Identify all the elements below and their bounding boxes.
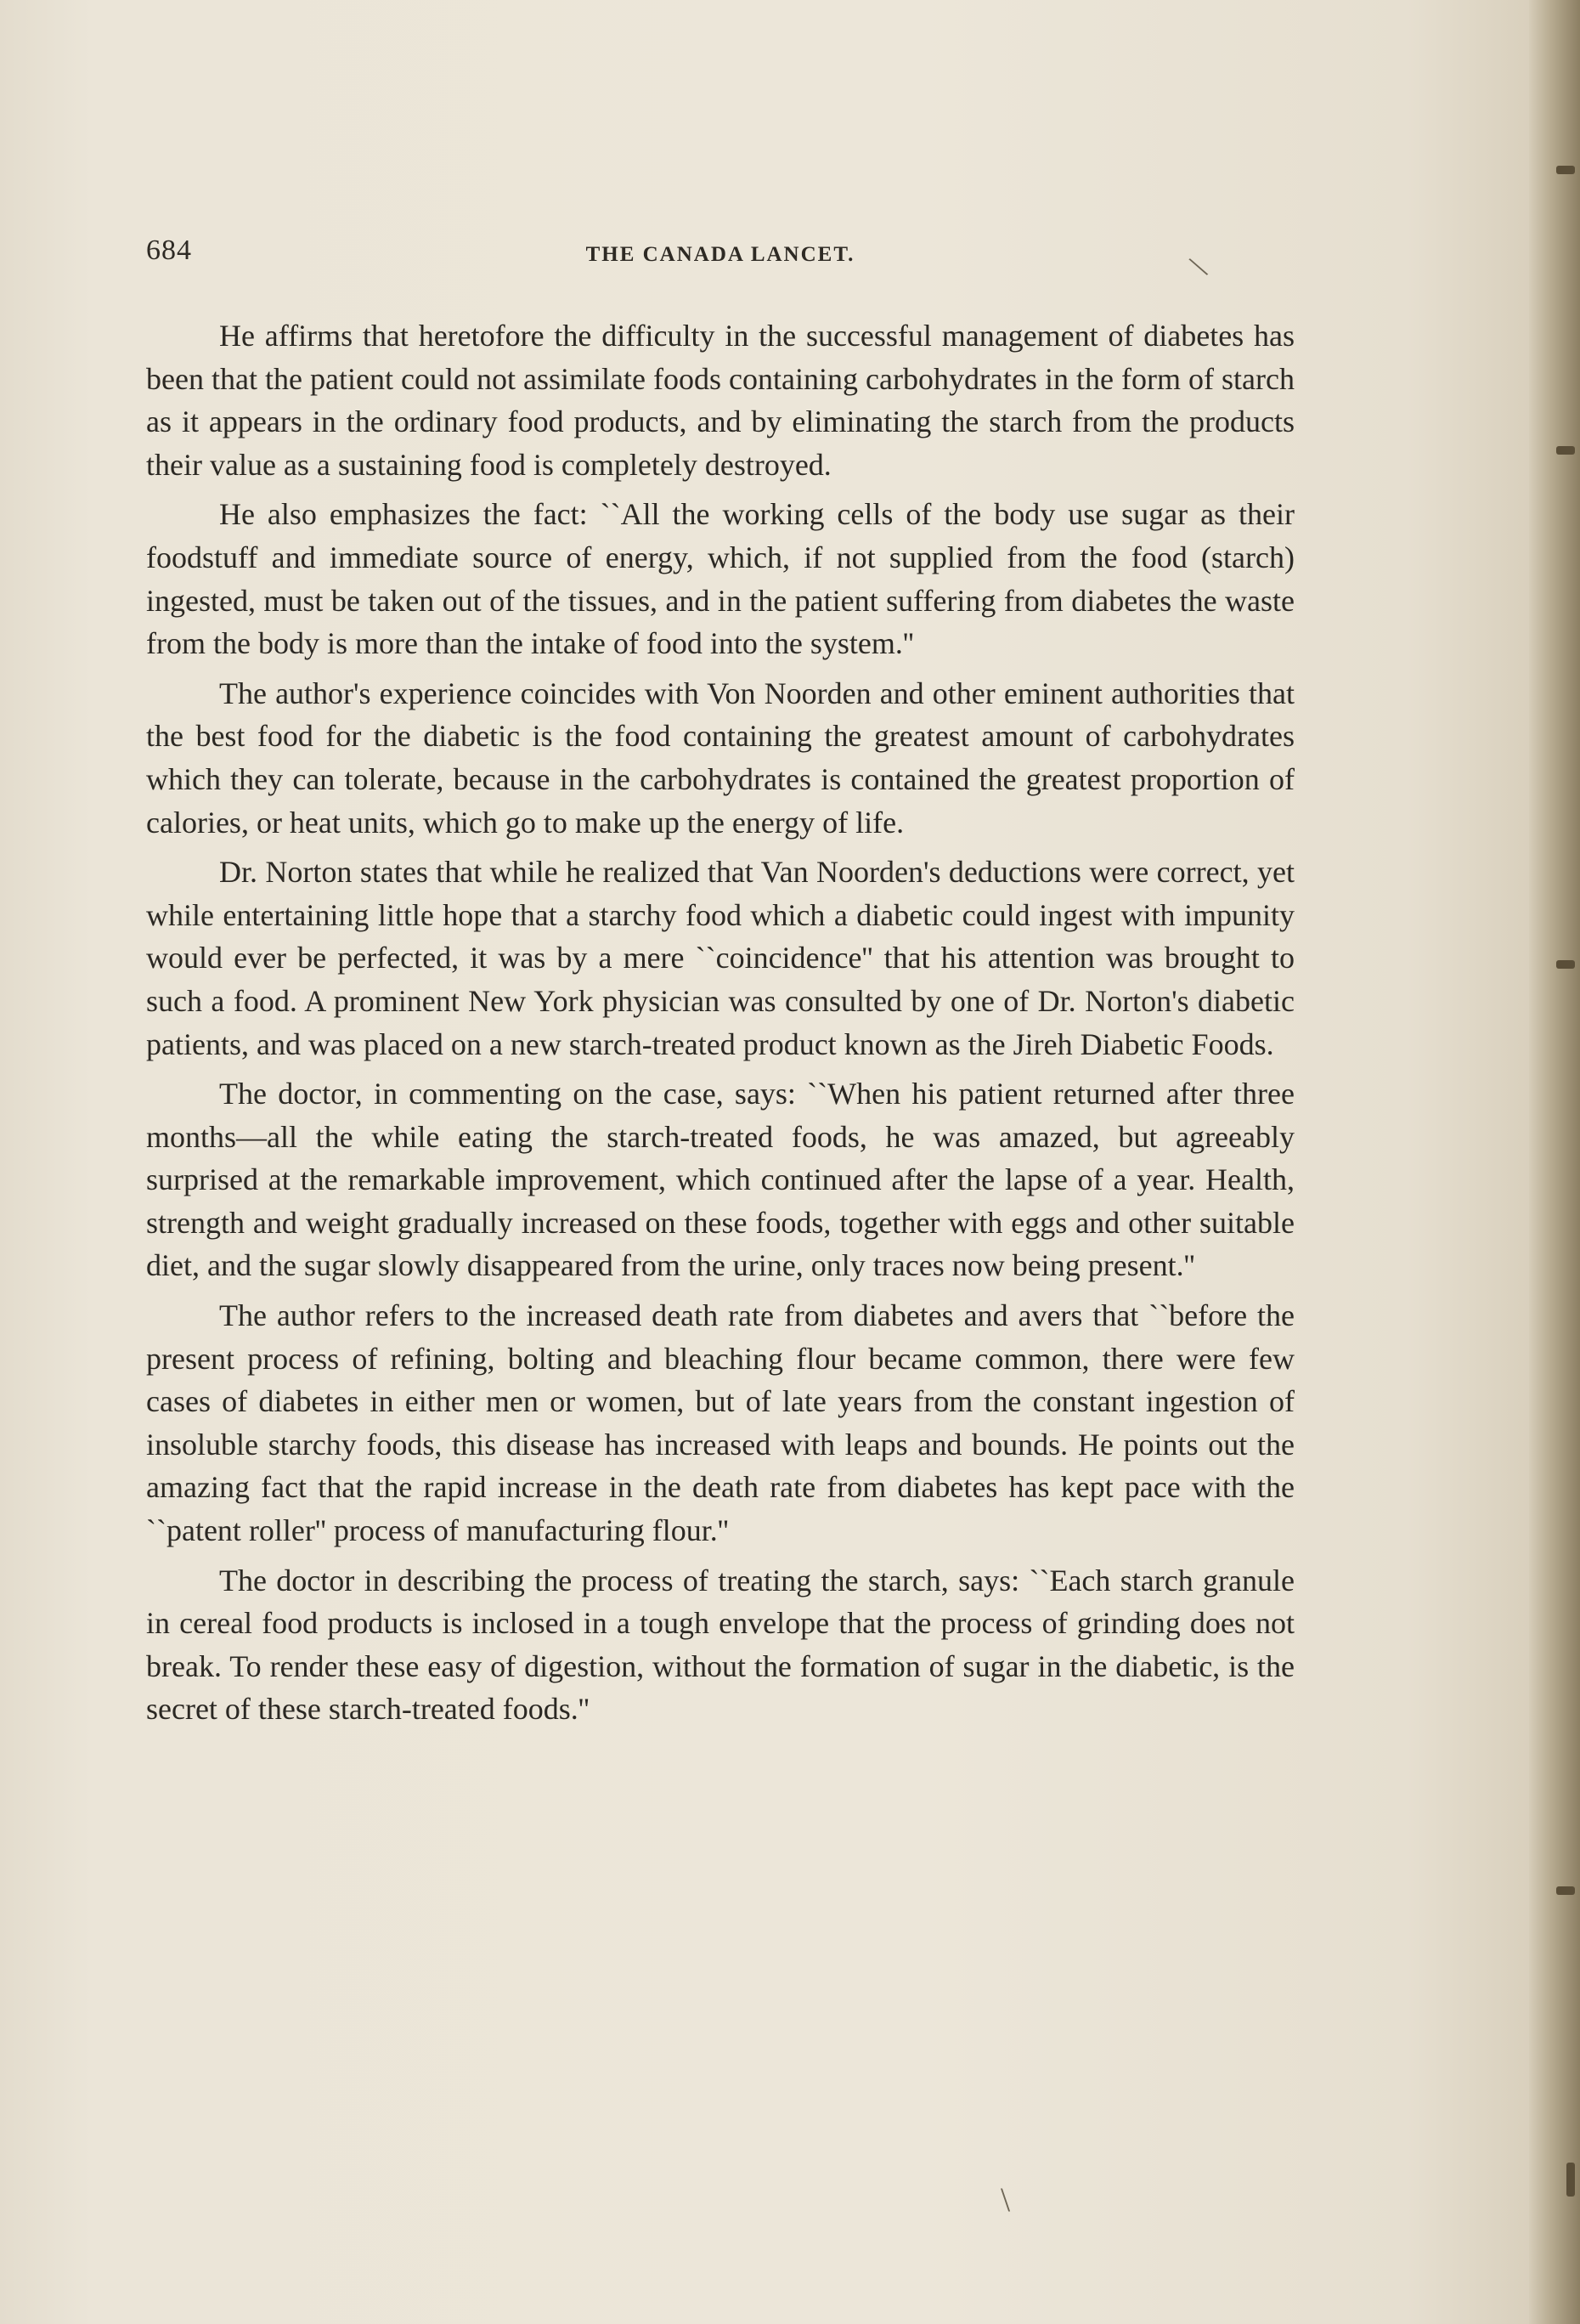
paragraph-5: The doctor, in commenting on the case, says: ``When his patient returned after three months—all the while eating the starch-treated foods, he was amazed, but agreeably surprised at the remarkable improvement, which continued after the lapse of a year. Health, strength and weight gradually increased on these foods, together with eggs and other suitable diet, and the sugar slowly disappeared from the urine, only traces now being present.'' bbox=[146, 1077, 1295, 1283]
paragraph-2: He also emphasizes the fact: ``All the working cells of the body use sugar as their foodstuff and immediate source of energy, which, if not supplied from the food (starch) ingested, must be taken out of the tissues, and in the patient suffering from diabetes the waste from the body is more than the intake of food into the system.'' bbox=[146, 497, 1295, 661]
edge-mark bbox=[1556, 1886, 1575, 1895]
paragraph-7: The doctor in describing the process of treating the starch, says: ``Each starch granule in cereal food products is inclosed in a tough envelope that the process of grinding does not break. To render these easy of digestion, without the formation of sugar in the diabetic, is the secret of these starch-treated foods.'' bbox=[146, 1563, 1295, 1727]
running-head: THE CANADA LANCET. bbox=[585, 243, 855, 266]
page-header bbox=[146, 235, 1295, 277]
paragraph-6: The author refers to the increased death rate from diabetes and avers that ``before the present process of refining, bolting and bleaching flour became common, there were few cases of diabetes in either men or women, but of late years from the constant ingestion of insoluble starchy foods, this disease has increased with leaps and bounds. He points out the amazing fact that the rapid increase in the death rate from diabetes has kept pace with the ``patent roller'' process of manufacturing flour.'' bbox=[146, 1298, 1295, 1548]
edge-mark bbox=[1556, 166, 1575, 174]
stray-mark-top: \ bbox=[1184, 247, 1212, 286]
edge-mark bbox=[1556, 446, 1575, 455]
stray-mark-bottom: \ bbox=[1001, 2180, 1011, 2219]
edge-mark bbox=[1556, 960, 1575, 969]
paragraph-1: He affirms that heretofore the difficulty in the successful management of diabetes has been that the patient could not assimilate foods containing carbohydrates in the form of starch as it appears in the ordinary food products, and by eliminating the starch from the products their value as a sustaining food is completely destroyed. bbox=[146, 319, 1295, 482]
article-body bbox=[146, 314, 1295, 1738]
page-number: 684 bbox=[146, 235, 192, 266]
paragraph-4: Dr. Norton states that while he realized that Van Noorden's deductions were correct, yet while entertaining little hope that a starchy food which a diabetic could ingest with impunity would ever be perfected, it was by a mere ``coincidence'' that his attention was brought to such a food. A prominent New York physician was consulted by one of Dr. Norton's diabetic patients, and was placed on a new starch-treated product known as the Jireh Diabetic Foods. bbox=[146, 855, 1295, 1061]
edge-mark bbox=[1566, 2163, 1575, 2197]
page-edge bbox=[1529, 0, 1580, 2324]
paragraph-3: The author's experience coincides with Von Noorden and other eminent authorities that the best food for the diabetic is the food containing the greatest amount of carbohydrates which they can tolerate, because in the carbohydrates is contained the greatest proportion of calories, or heat units, which go to make up the energy of life. bbox=[146, 676, 1295, 840]
